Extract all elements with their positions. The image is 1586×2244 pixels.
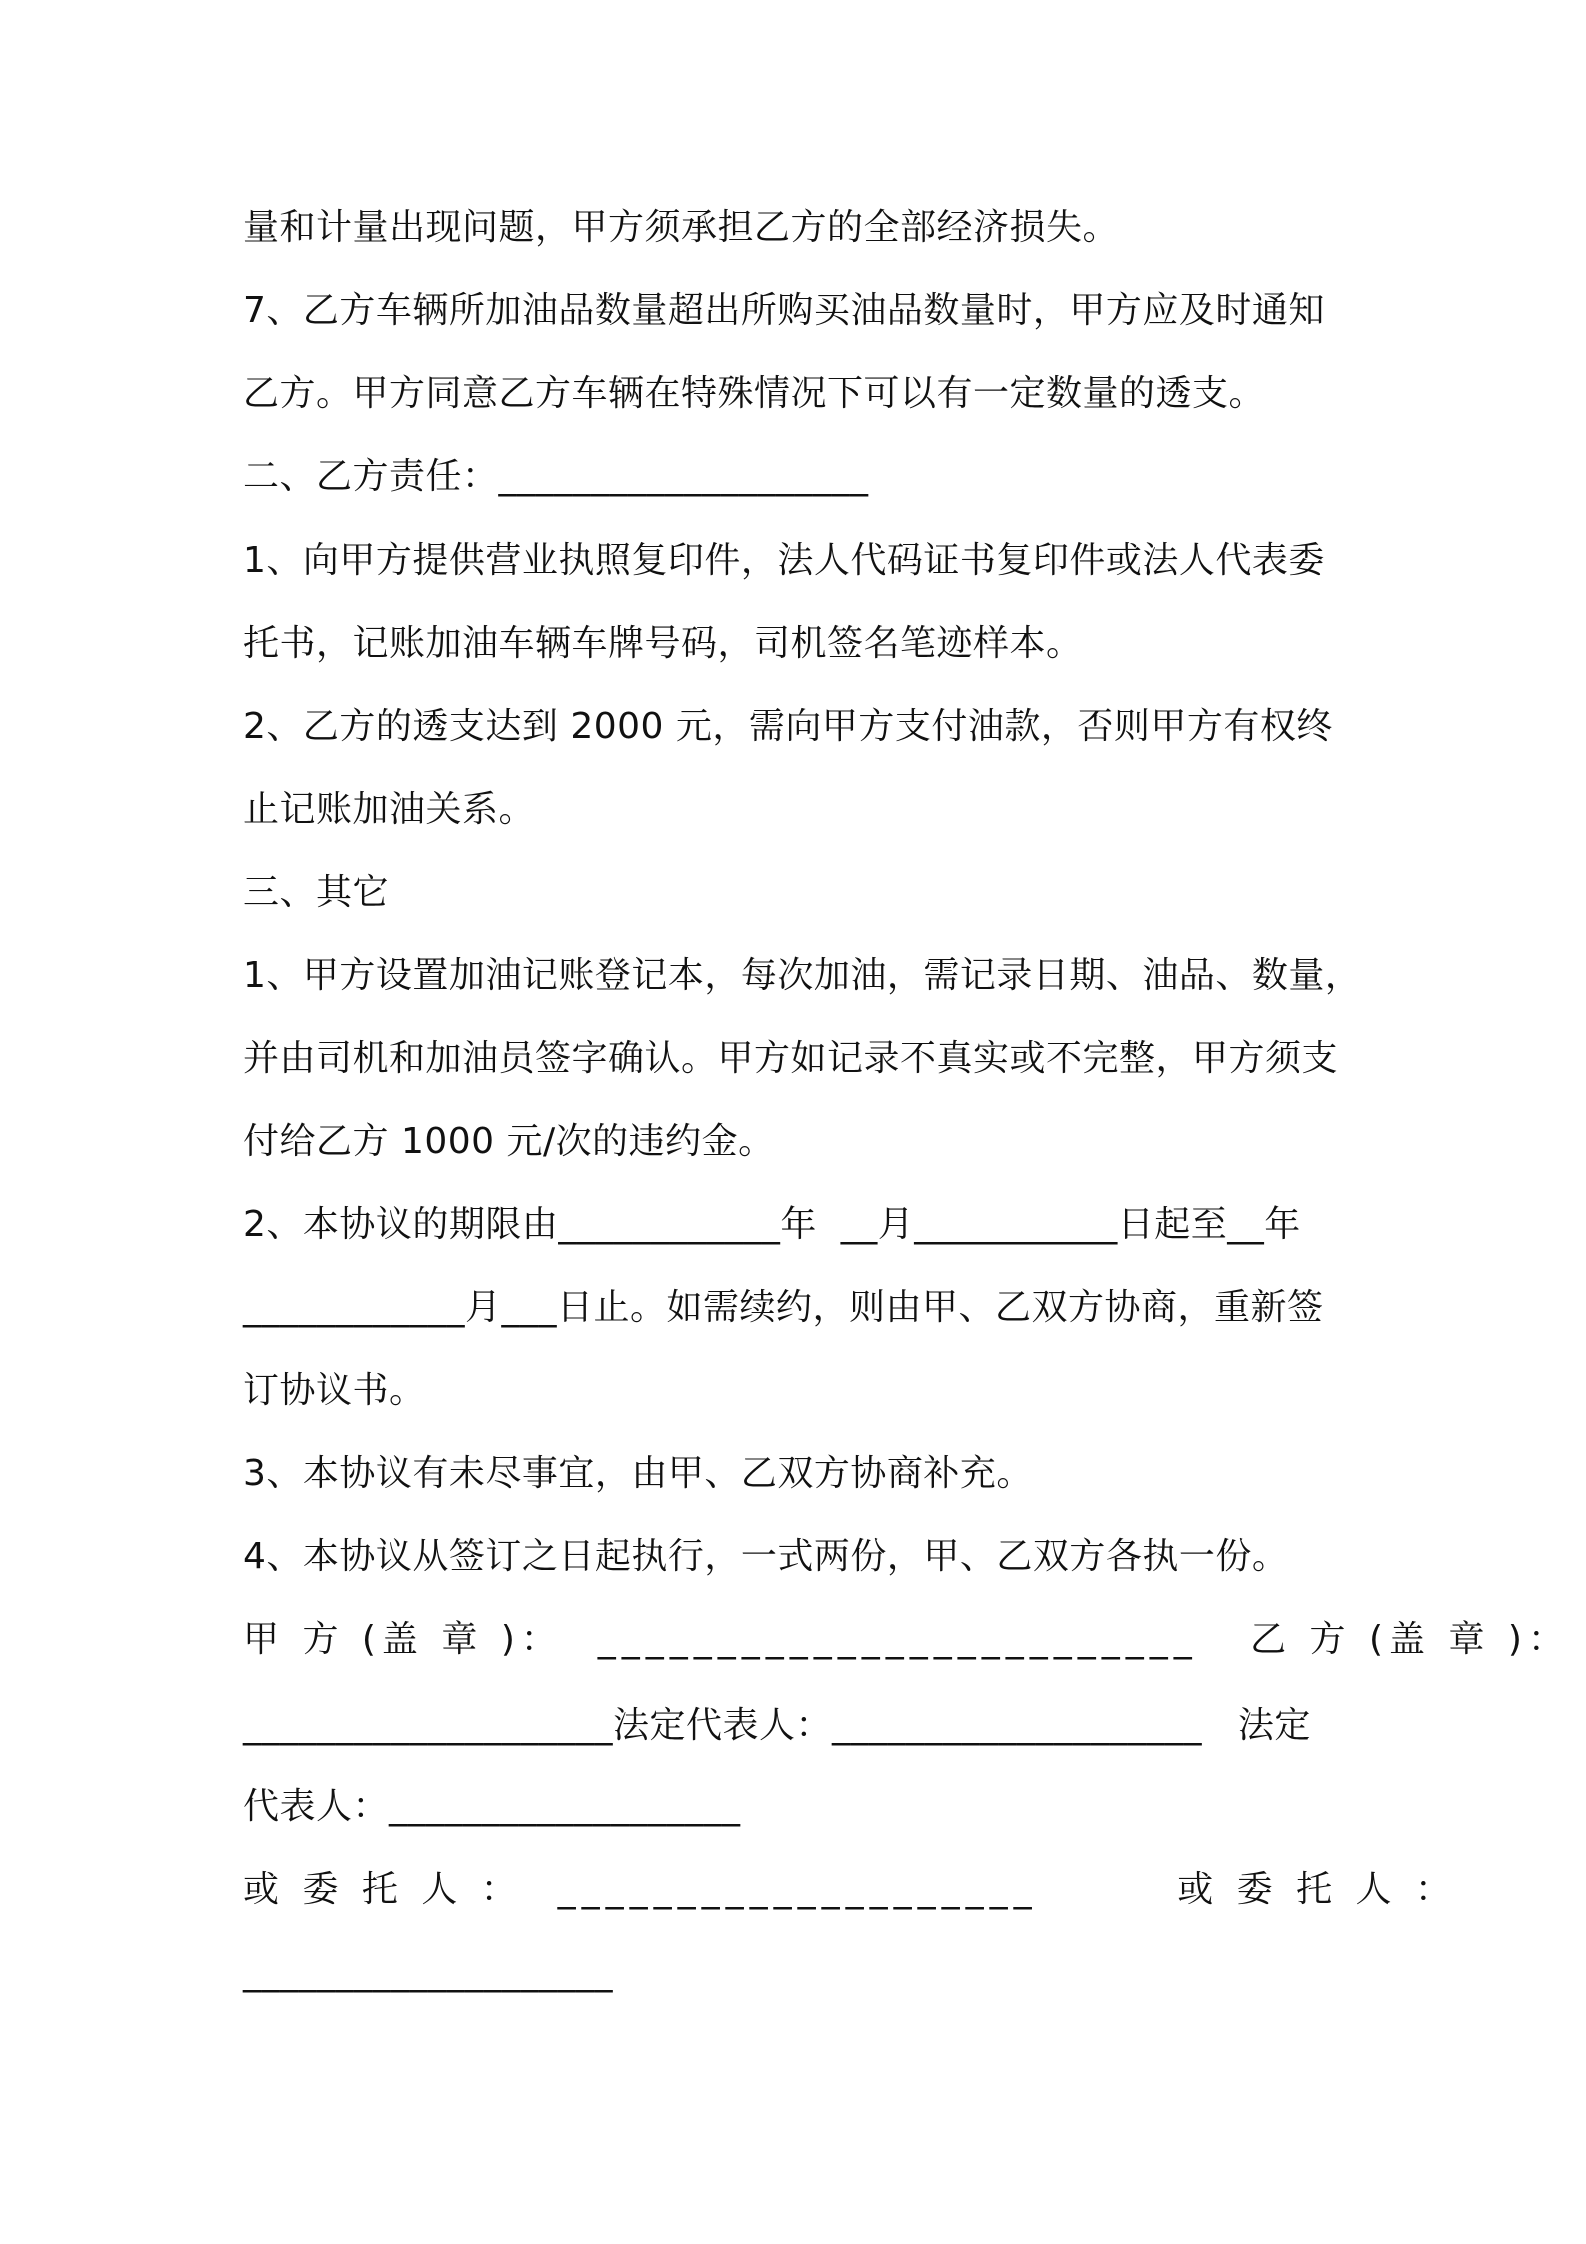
text-line-13: 2、本协议的期限由____________年 __月___________日起至__年 bbox=[243, 1204, 1301, 1245]
text-line-1: 量和计量出现问题，甲方须承担乙方的全部经济损失。 bbox=[243, 207, 1120, 248]
text-line-5: 1、向甲方提供营业执照复印件，法人代码证书复印件或法人代表委 bbox=[243, 540, 1325, 581]
section-heading-party-b: 二、乙方责任：____________________ bbox=[243, 456, 869, 497]
signature-legal-rep-line: ____________________法定代表人：____________________ 法定 bbox=[243, 1705, 1311, 1746]
text-line-10: 1、甲方设置加油记账登记本，每次加油，需记录日期、油品、数量， bbox=[243, 955, 1362, 996]
text-line-12: 付给乙方 1000 元/次的违约金。 bbox=[243, 1121, 775, 1162]
text-line-7: 2、乙方的透支达到 2000 元，需向甲方支付油款，否则甲方有权终 bbox=[243, 706, 1333, 747]
text-line-2: 7、乙方车辆所加油品数量超出所购买油品数量时，甲方应及时通知 bbox=[243, 290, 1325, 331]
signature-party-seal-line: 甲 方 (盖 章 )： _________________________ 乙 方 (盖 章 )： bbox=[243, 1619, 1570, 1660]
signature-agent-continued: ____________________ bbox=[243, 1952, 613, 1993]
text-line-6: 托书，记账加油车辆车牌号码，司机签名笔迹样本。 bbox=[243, 623, 1083, 664]
signature-legal-rep-continued: 代表人：___________________ bbox=[243, 1786, 741, 1827]
text-line-3: 乙方。甲方同意乙方车辆在特殊情况下可以有一定数量的透支。 bbox=[243, 373, 1266, 414]
text-line-14: ____________月___日止。如需续约，则由甲、乙双方协商，重新签 bbox=[243, 1287, 1324, 1328]
section-heading-other: 三、其它 bbox=[243, 872, 390, 913]
text-line-8: 止记账加油关系。 bbox=[243, 789, 536, 830]
signature-agent-line: 或 委 托 人 ： ____________________ 或 委 托 人 ： bbox=[243, 1869, 1457, 1910]
text-line-11: 并由司机和加油员签字确认。甲方如记录不真实或不完整，甲方须支 bbox=[243, 1038, 1339, 1079]
text-line-16: 3、本协议有未尽事宜，由甲、乙双方协商补充。 bbox=[243, 1453, 1033, 1494]
text-line-17: 4、本协议从签订之日起执行，一式两份，甲、乙双方各执一份。 bbox=[243, 1536, 1289, 1577]
text-line-15: 订协议书。 bbox=[243, 1370, 426, 1411]
